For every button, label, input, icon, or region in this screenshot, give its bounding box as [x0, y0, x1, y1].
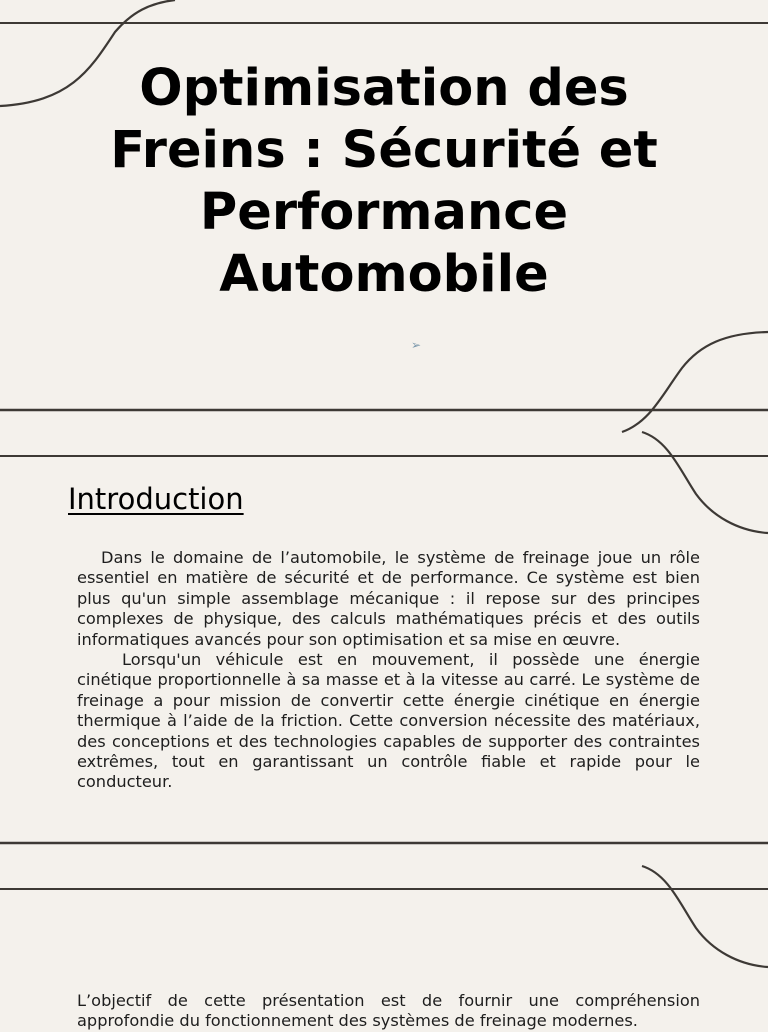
decorative-curve-right-middle: [642, 432, 768, 533]
page-title: Optimisation des Freins : Sécurité et Performance Automobile: [110, 59, 658, 304]
objective-paragraph: L’objectif de cette présentation est de fournir une compréhension approfondie du fonctionnement des systèmes de freinage modernes.: [77, 991, 700, 1031]
introduction-body: [77, 548, 700, 793]
objective-body: [77, 991, 700, 1032]
section-heading-introduction: Introduction: [68, 482, 244, 516]
introduction-paragraph-1: Dans le domaine de l’automobile, le système de freinage joue un rôle essentiel en matière de sécurité et de performance. Ce système est bien plus qu'un simple assemblage mécanique : il repose sur des principes complexes de physique, des calculs mathématiques précis et des outils informatiques avancés pour son optimisation et sa mise en œuvre.: [77, 548, 700, 649]
arrow-bullet-icon: ➢: [411, 338, 422, 352]
decorative-curve-right-lower: [642, 866, 768, 967]
decorative-curve-right-upper: [622, 332, 768, 432]
introduction-paragraph-2: Lorsqu'un véhicule est en mouvement, il possède une énergie cinétique proportionnelle à sa masse et à la vitesse au carré. Le système de freinage a pour mission de convertir cette énergie cinétique en énergie thermique à l’aide de la friction. Cette conversion nécessite des matériaux, des conceptions et des technologies capables de supporter des contraintes extrêmes, tout en garantissant un contrôle fiable et rapide pour le conducteur.: [77, 650, 700, 792]
